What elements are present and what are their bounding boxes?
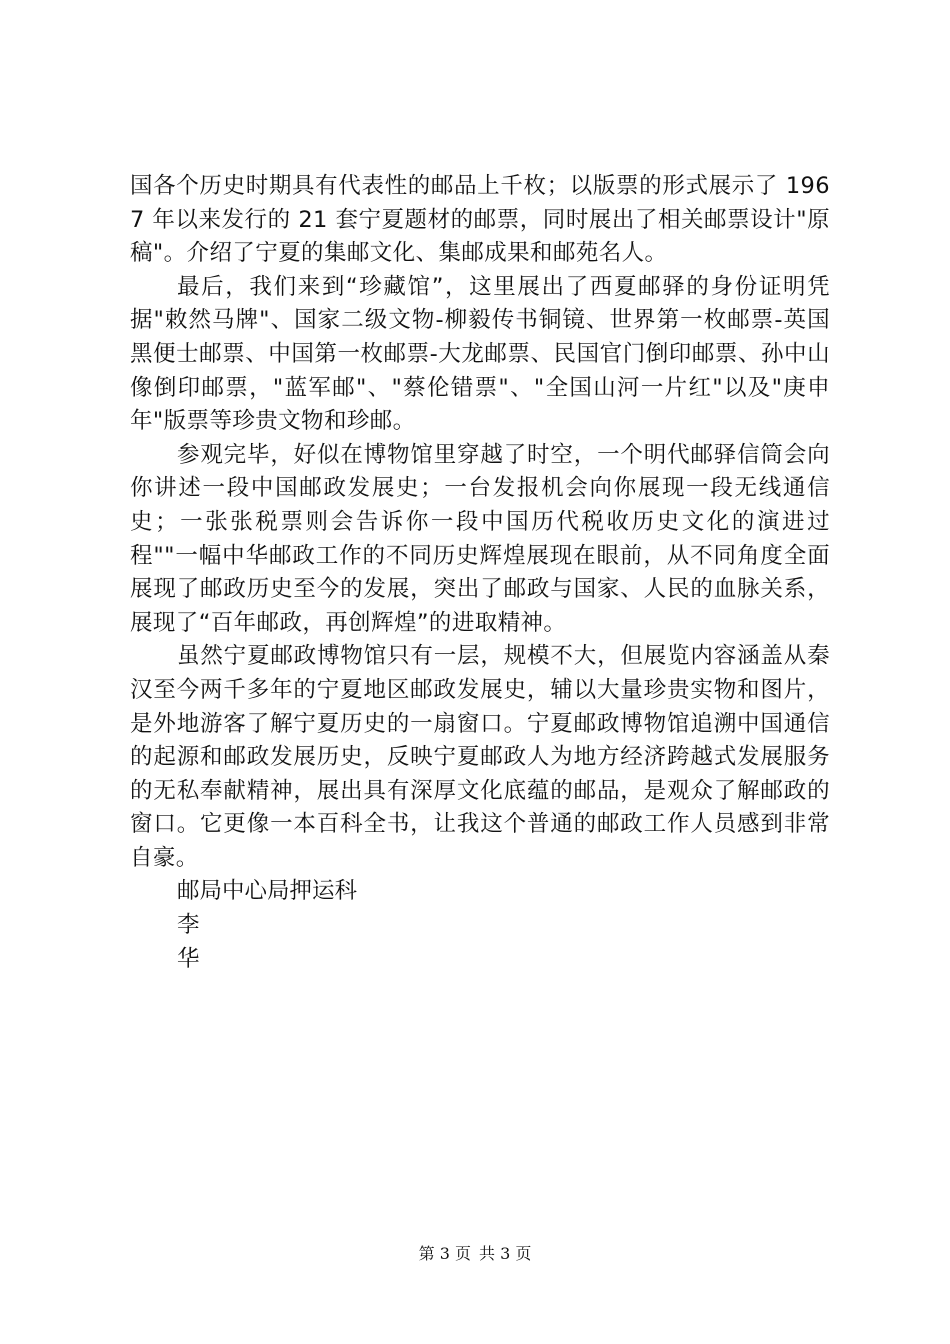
signature-name-line1: 李 — [177, 912, 200, 939]
paragraph-continuation: 国各个历史时期具有代表性的邮品上千枚；以版票的形式展示了 1967 年以来发行的 21 套宁夏题材的邮票，同时展出了相关邮票设计"原稿"。介绍了宁夏的集邮文化、集邮成果和邮苑名人。 — [130, 173, 830, 267]
page-number: 第 3 页 — [418, 1244, 471, 1263]
paragraph-conclusion: 虽然宁夏邮政博物馆只有一层，规模不大，但展览内容涵盖从秦汉至今两千多年的宁夏地区邮政发展史，辅以大量珍贵实物和图片，是外地游客了解宁夏历史的一扇窗口。宁夏邮政博物馆追溯中国通信的起源和邮政发展历史，反映宁夏邮政人为地方经济跨越式发展服务的无私奉献精神，展出具有深厚文化底蕴的邮品，是观众了解邮政的窗口。它更像一本百科全书，让我这个普通的邮政工作人员感到非常自豪。 — [130, 643, 830, 871]
signature-department: 邮局中心局押运科 — [177, 878, 358, 905]
document-body — [130, 170, 830, 976]
signature-name-line2: 华 — [177, 945, 200, 972]
paragraph-visit-summary: 参观完毕，好似在博物馆里穿越了时空，一个明代邮驿信筒会向你讲述一段中国邮政发展史；一台发报机会向你展现一段无线通信史；一张张税票则会告诉你一段中国历代税收历史文化的演进过程""一幅中华邮政工作的不同历史辉煌展现在眼前，从不同角度全面展现了邮政历史至今的发展，突出了邮政与国家、人民的血脉关系，展现了“百年邮政，再创辉煌”的进取精神。 — [130, 441, 830, 636]
paragraph-treasure-hall: 最后，我们来到“珍藏馆”，这里展出了西夏邮驿的身份证明凭据"敕然马牌"、国家二级文物-柳毅传书铜镜、世界第一枚邮票-英国黑便士邮票、中国第一枚邮票-大龙邮票、民国官门倒印邮票、孙中山像倒印邮票，"蓝军邮"、"蔡伦错票"、"全国山河一片红"以及"庚申年"版票等珍贵文物和珍邮。 — [130, 273, 830, 435]
page-footer — [0, 1244, 950, 1264]
page-total: 共 3 页 — [479, 1244, 532, 1263]
